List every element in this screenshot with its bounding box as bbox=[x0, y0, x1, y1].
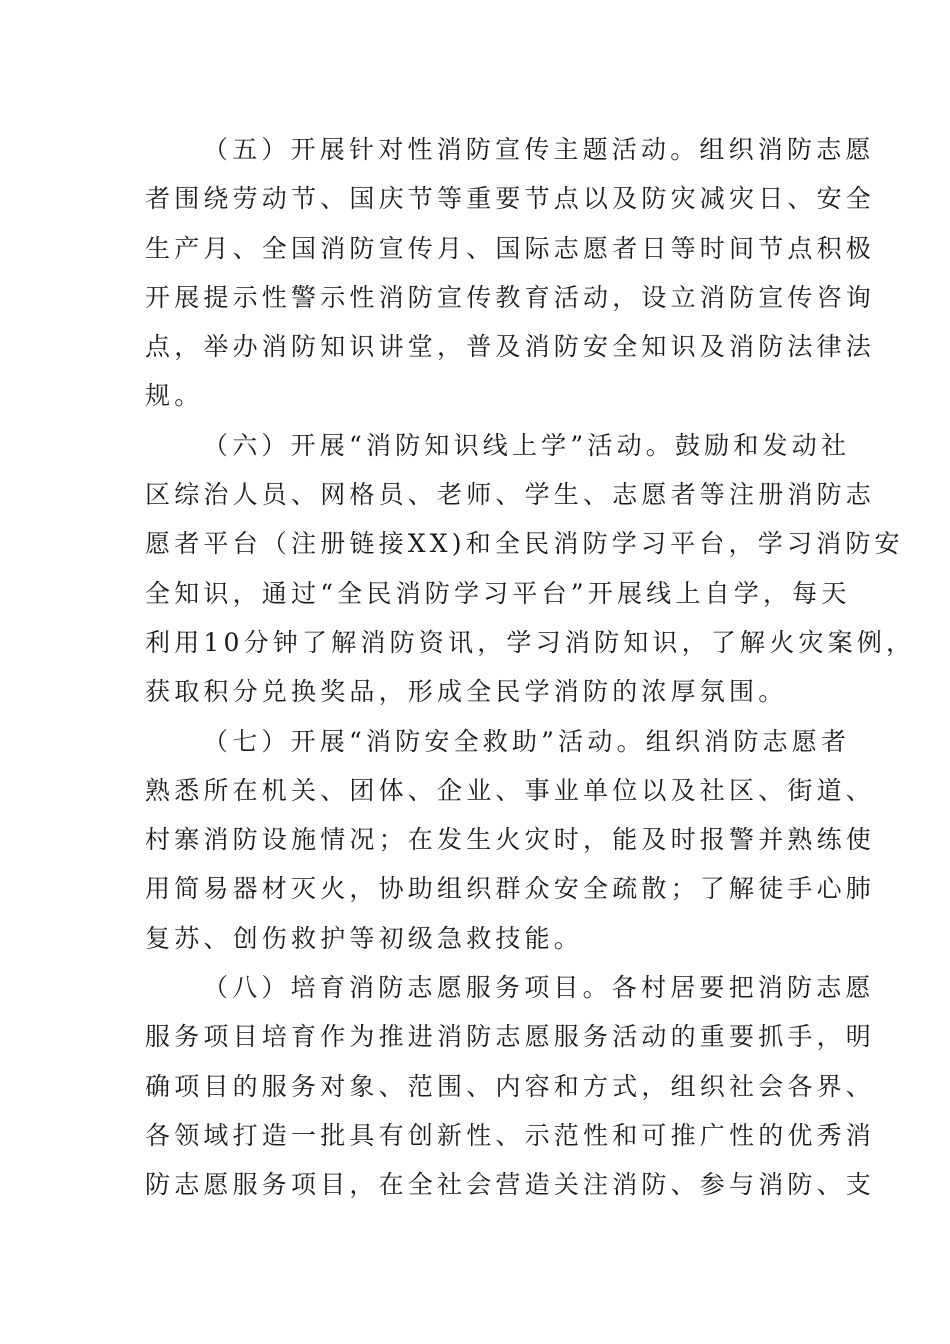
paragraph-line: 利用10分钟了解消防资讯，学习消防知识，了解火灾案例， bbox=[145, 627, 916, 657]
paragraph-line: 点，举办消防知识讲堂，普及消防安全知识及消防法律法 bbox=[145, 332, 876, 362]
paragraph-line: 规。 bbox=[145, 381, 204, 411]
paragraph-6 bbox=[145, 421, 916, 717]
paragraph-line: 各领域打造一批具有创新性、示范性和可推广性的优秀消 bbox=[145, 1120, 876, 1150]
paragraph-line: （七）开展“消防安全救助”活动。组织消防志愿者 bbox=[203, 726, 851, 756]
document-body bbox=[145, 125, 916, 1210]
paragraph-7 bbox=[145, 717, 876, 963]
paragraph-line: （六）开展“消防知识线上学”活动。鼓励和发动社 bbox=[203, 430, 851, 460]
paragraph-line: 服务项目培育作为推进消防志愿服务活动的重要抓手，明 bbox=[145, 1022, 876, 1052]
paragraph-line: 愿者平台（注册链接XX)和全民消防学习平台，学习消防安 bbox=[145, 529, 904, 559]
paragraph-line: 开展提示性警示性消防宣传教育活动，设立消防宣传咨询 bbox=[145, 282, 876, 312]
paragraph-line: 全知识，通过“全民消防学习平台”开展线上自学，每天 bbox=[145, 578, 851, 608]
paragraph-line: 确项目的服务对象、范围、内容和方式，组织社会各界、 bbox=[145, 1071, 876, 1101]
paragraph-line: 获取积分兑换奖品，形成全民学消防的浓厚氛围。 bbox=[145, 677, 788, 707]
paragraph-line: 熟悉所在机关、团体、企业、事业单位以及社区、街道、 bbox=[145, 775, 876, 805]
paragraph-line: 区综治人员、网格员、老师、学生、志愿者等注册消防志 bbox=[145, 480, 876, 510]
paragraph-line: 者围绕劳动节、国庆节等重要节点以及防灾减灾日、安全 bbox=[145, 184, 876, 214]
paragraph-line: 防志愿服务项目，在全社会营造关注消防、参与消防、支 bbox=[145, 1170, 876, 1200]
paragraph-line: 复苏、创伤救护等初级急救技能。 bbox=[145, 923, 584, 953]
paragraph-5 bbox=[145, 125, 876, 421]
paragraph-line: （五）开展针对性消防宣传主题活动。组织消防志愿 bbox=[203, 135, 875, 164]
paragraph-line: 生产月、全国消防宣传月、国际志愿者日等时间节点积极 bbox=[145, 233, 876, 263]
paragraph-line: 用简易器材灭火，协助组织群众安全疏散；了解徒手心肺 bbox=[145, 874, 876, 904]
paragraph-8 bbox=[145, 963, 876, 1209]
paragraph-line: 村寨消防设施情况；在发生火灾时，能及时报警并熟练使 bbox=[145, 825, 876, 855]
paragraph-line: （八）培育消防志愿服务项目。各村居要把消防志愿 bbox=[203, 973, 875, 1003]
